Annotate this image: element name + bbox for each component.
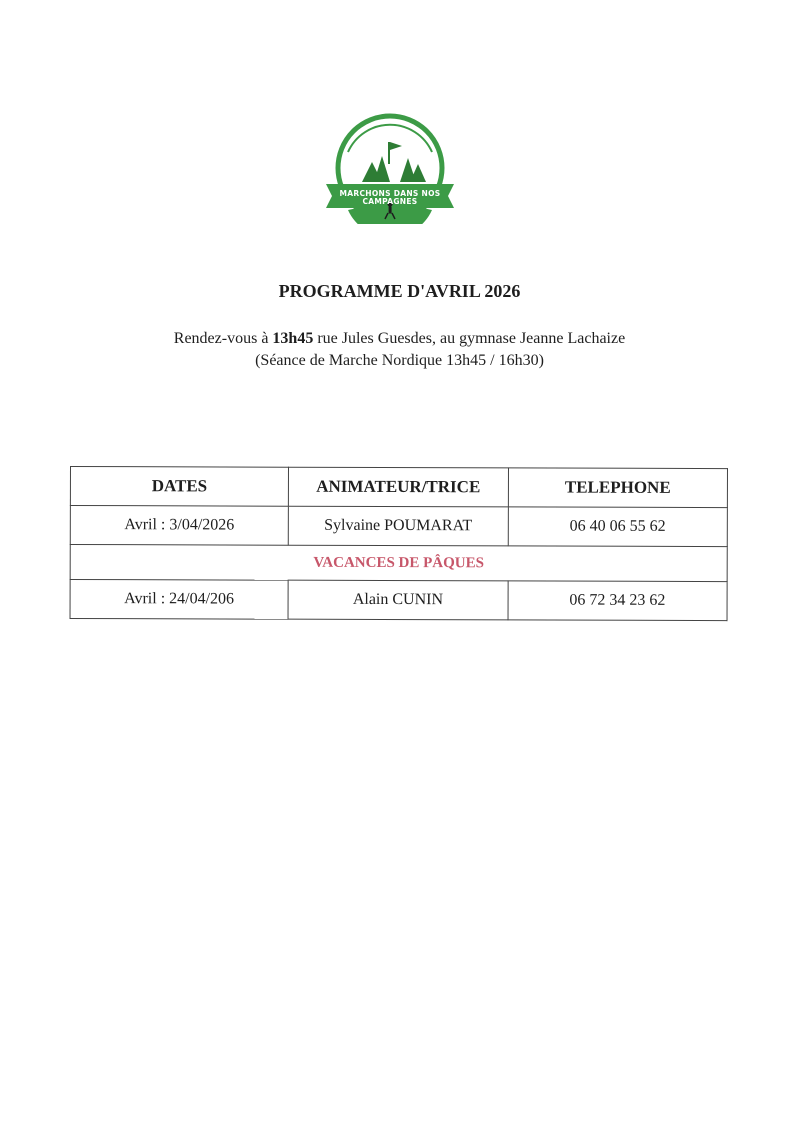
row2-animator: Alain CUNIN	[288, 580, 508, 620]
logo-emblem-icon	[322, 112, 458, 224]
row1-phone: 06 40 06 55 62	[508, 507, 727, 547]
meeting-info	[0, 330, 799, 348]
holiday-label: VACANCES DE PÂQUES	[70, 545, 727, 582]
meeting-prefix: Rendez-vous à	[173, 330, 273, 347]
row1-date: Avril : 3/04/2026	[70, 506, 288, 546]
row1-animator: Sylvaine POUMARAT	[288, 506, 508, 546]
header-animator: ANIMATEUR/TRICE	[288, 467, 508, 507]
session-info: (Séance de Marche Nordique 13h45 / 16h30)	[255, 352, 544, 369]
header-phone: TELEPHONE	[508, 468, 727, 508]
header-dates: DATES	[70, 467, 288, 507]
schedule-table	[70, 466, 728, 621]
page-title: PROGRAMME D'AVRIL 2026	[278, 281, 521, 301]
club-logo	[322, 112, 458, 224]
logo-text-line2: CAMPAGNES	[362, 197, 418, 206]
meeting-location: rue Jules Guesdes, au gymnase Jeanne Lachaize	[313, 330, 626, 347]
row2-date: Avril : 24/04/206	[70, 580, 288, 620]
meeting-time: 13h45	[272, 330, 314, 347]
holiday-row	[70, 545, 727, 582]
table-row	[70, 580, 727, 621]
table-row	[70, 506, 727, 547]
logo-text-line1: MARCHONS DANS NOS	[339, 189, 441, 198]
table-header-row	[70, 467, 727, 508]
row2-phone: 06 72 34 23 62	[508, 581, 727, 621]
